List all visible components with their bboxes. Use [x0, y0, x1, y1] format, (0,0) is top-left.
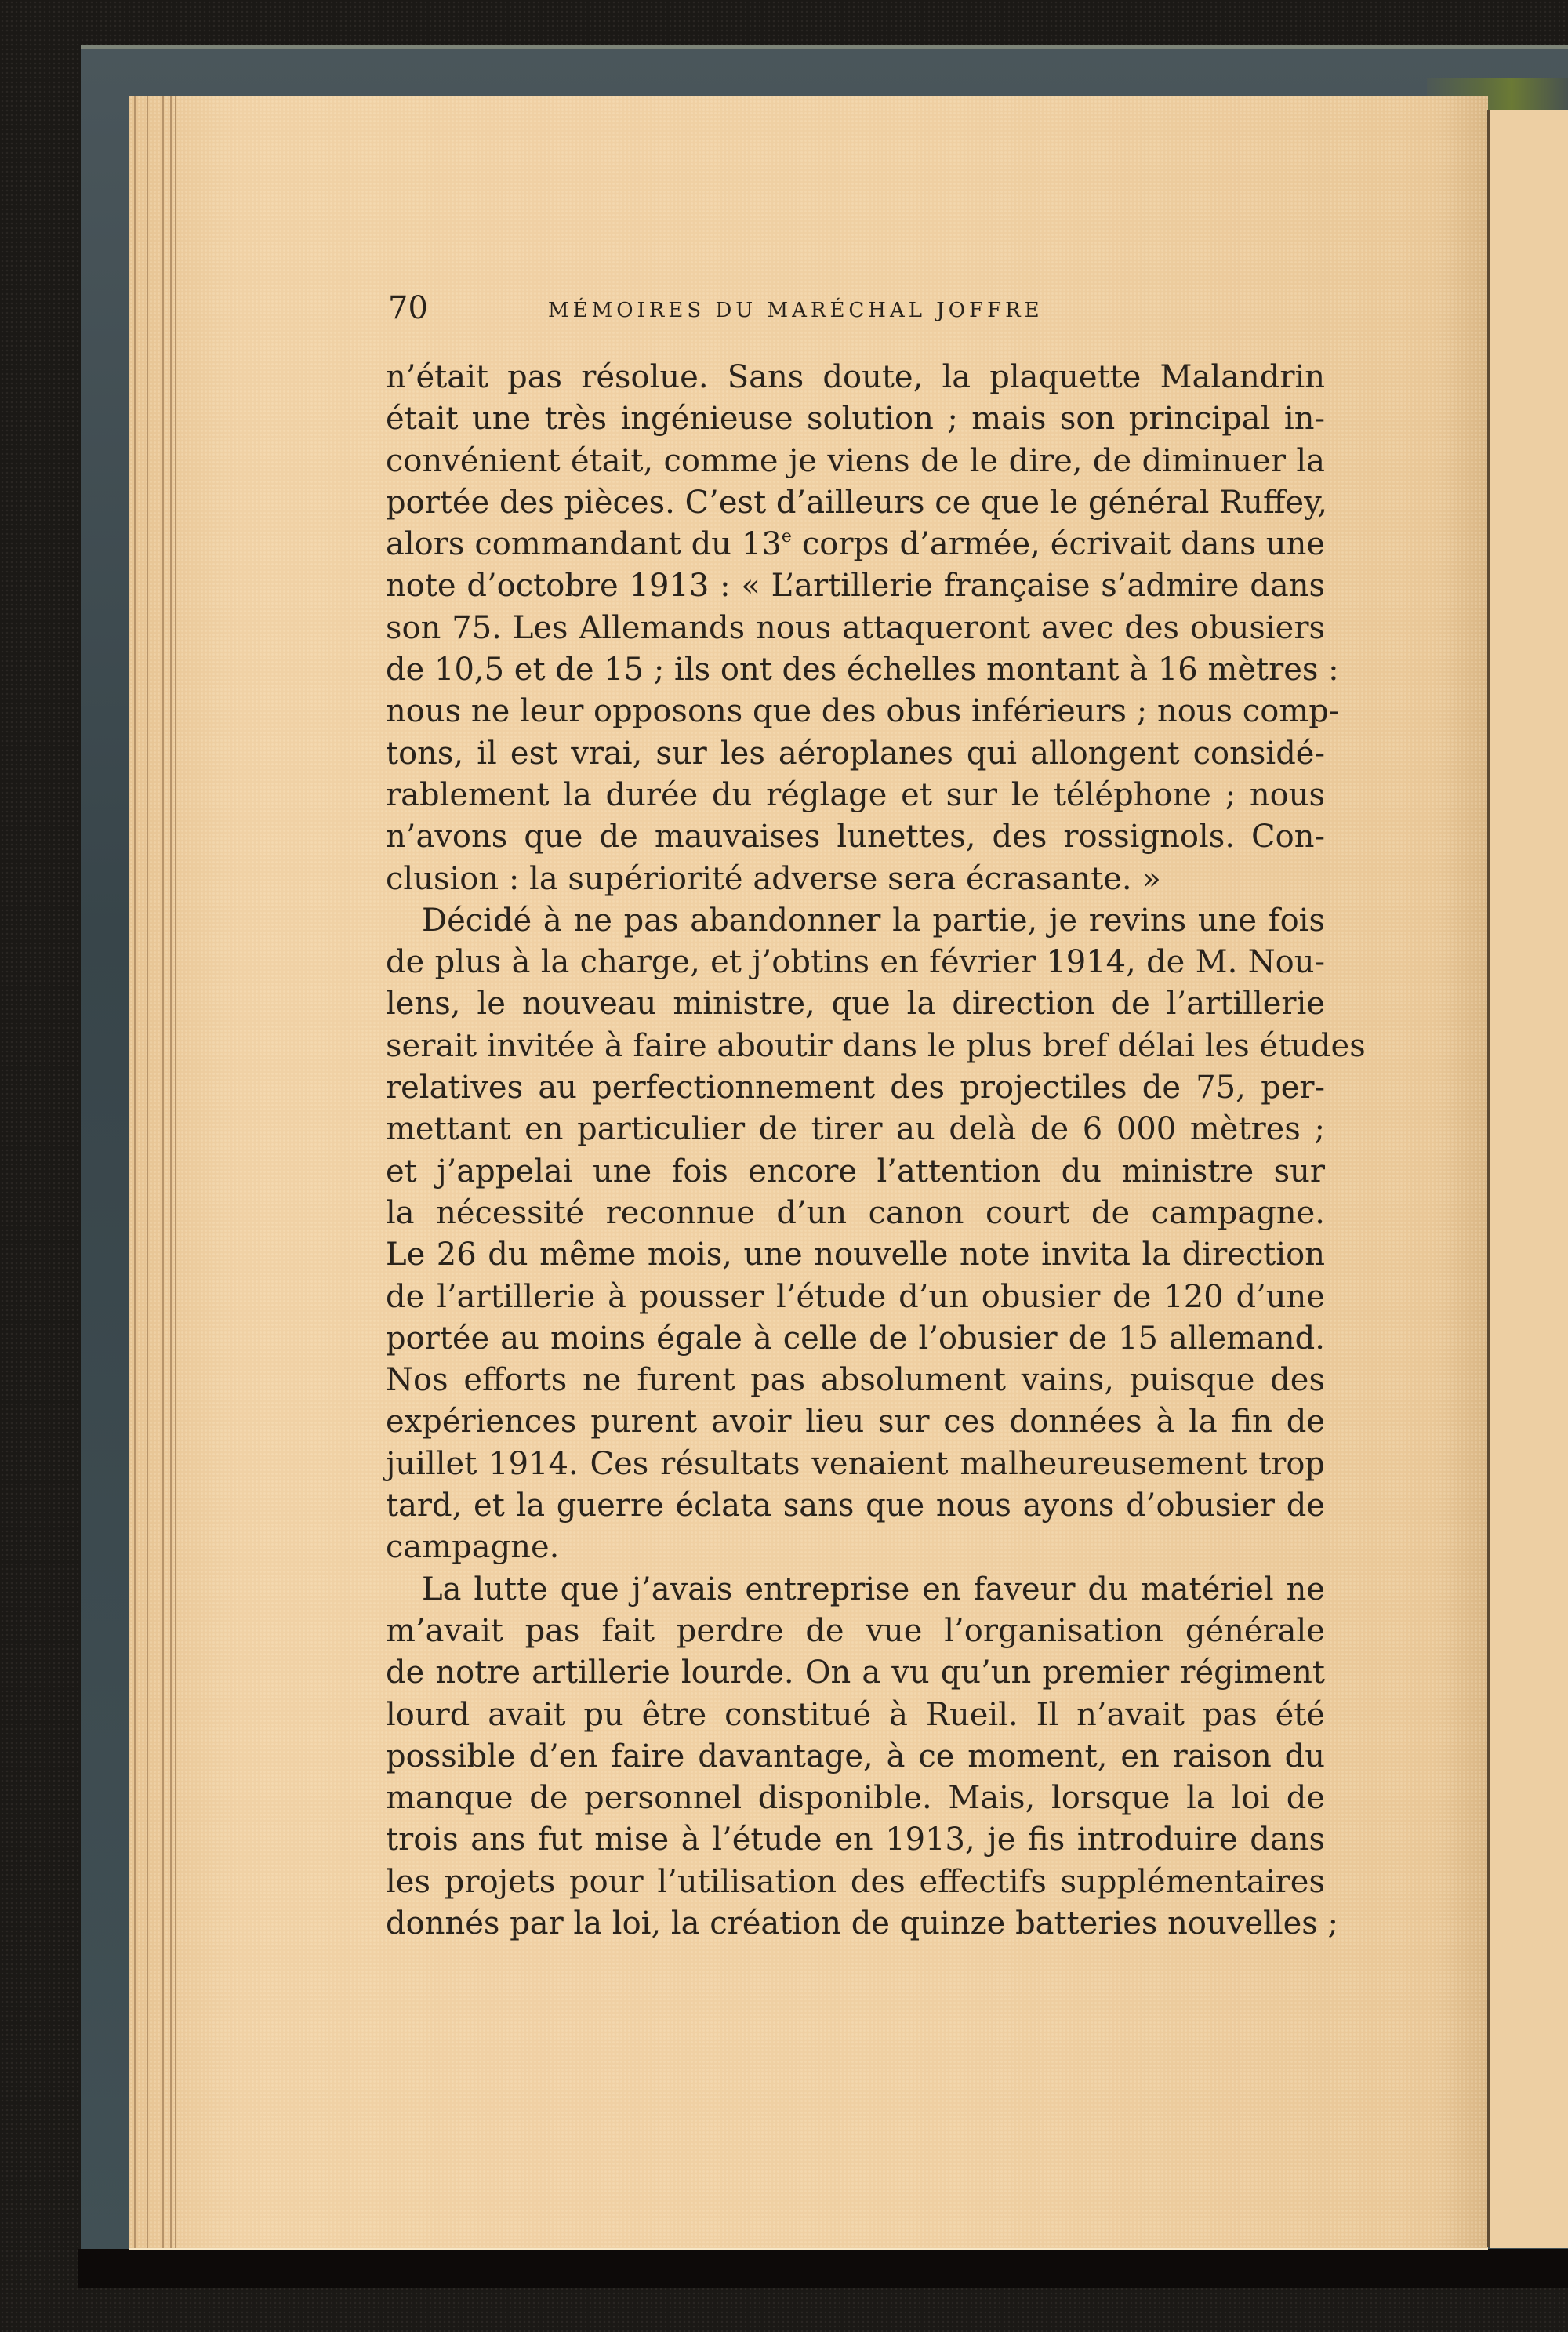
text-line: rablement la durée du réglage et sur le téléphone ; nous	[386, 776, 1325, 813]
page-number: 70	[388, 290, 428, 326]
text-line: de l’artillerie à pousser l’étude d’un obusier de 120 d’une	[386, 1278, 1325, 1315]
running-head-title: MÉMOIRES DU MARÉCHAL JOFFRE	[548, 299, 1044, 322]
text-line: serait invitée à faire aboutir dans le plus bref délai les études	[386, 1027, 1366, 1064]
text-line: de 10,5 et de 15 ; ils ont des échelles montant à 16 mètres :	[386, 652, 1339, 688]
text-line: nous ne leur opposons que des obus inférieurs ; nous comp-	[386, 693, 1340, 730]
text-line: lens, le nouveau ministre, que la direction de l’artillerie	[386, 986, 1325, 1023]
text-line: n’avons que de mauvaises lunettes, des rossignols. Con-	[386, 819, 1325, 855]
text-line: relatives au perfectionnement des projectiles de 75, per-	[386, 1070, 1325, 1106]
text-line: Nos efforts ne furent pas absolument vains, puisque des	[386, 1362, 1325, 1399]
facing-page-edge	[1490, 110, 1568, 2248]
paragraph	[386, 357, 1340, 900]
cover-shadow	[78, 2249, 1568, 2288]
text-line: lourd avait pu être constitué à Rueil. Il n’avait pas été	[386, 1696, 1325, 1733]
text-line: de plus à la charge, et j’obtins en février 1914, de M. Nou-	[386, 944, 1325, 981]
paragraph	[386, 900, 1366, 1569]
text-line: m’avait pas fait perdre de vue l’organisation générale	[386, 1612, 1325, 1649]
text-line: tard, et la guerre éclata sans que nous ayons d’obusier de	[386, 1487, 1325, 1524]
text-line: alors commandant du 13e corps d’armée, écrivait dans une	[386, 526, 1326, 563]
text-line: note d’octobre 1913 : « L’artillerie française s’admire dans	[386, 568, 1325, 605]
text-line: La lutte que j’avais entreprise en faveur du matériel ne	[422, 1571, 1325, 1607]
text-line: la nécessité reconnue d’un canon court de campagne.	[386, 1194, 1325, 1231]
text-line: convénient était, comme je viens de le dire, de diminuer la	[386, 442, 1325, 479]
text-line: était une très ingénieuse solution ; mais son principal in-	[386, 401, 1325, 438]
text-line: son 75. Les Allemands nous attaqueront avec des obusiers	[386, 609, 1325, 646]
text-line: clusion : la supériorité adverse sera écrasante. »	[386, 860, 1161, 897]
text-line: et j’appelai une fois encore l’attention du ministre sur	[386, 1153, 1325, 1190]
paragraph	[386, 1569, 1339, 1945]
text-line: trois ans fut mise à l’étude en 1913, je fis introduire dans	[386, 1822, 1325, 1858]
text-line: manque de personnel disponible. Mais, lorsque la loi de	[386, 1780, 1325, 1817]
gutter-line	[1487, 110, 1490, 2247]
text-line: n’était pas résolue. Sans doute, la plaquette Malandrin	[386, 359, 1325, 395]
page-edge-stack	[129, 96, 178, 2248]
running-head	[388, 290, 1329, 326]
text-line: mettant en particulier de tirer au delà de 6 000 mètres ;	[386, 1111, 1325, 1148]
text-line: campagne.	[386, 1529, 560, 1566]
text-line: Le 26 du même mois, une nouvelle note invita la direction	[386, 1237, 1325, 1273]
text-line: donnés par la loi, la création de quinze batteries nouvelles ;	[386, 1905, 1339, 1942]
text-line: de notre artillerie lourde. On a vu qu’un premier régiment	[386, 1655, 1325, 1691]
text-line: Décidé à ne pas abandonner la partie, je revins une fois	[422, 902, 1325, 939]
text-line: tons, il est vrai, sur les aéroplanes qui allongent considé-	[386, 735, 1325, 772]
text-line: possible d’en faire davantage, à ce moment, en raison du	[386, 1738, 1325, 1774]
text-line: juillet 1914. Ces résultats venaient malheureusement trop	[386, 1445, 1325, 1482]
text-line: les projets pour l’utilisation des effectifs supplémentaires	[386, 1863, 1325, 1900]
text-line: expériences purent avoir lieu sur ces données à la fin de	[386, 1404, 1325, 1440]
body-text	[386, 357, 1366, 1945]
text-line: portée des pièces. C’est d’ailleurs ce que le général Ruffey,	[386, 484, 1328, 521]
text-line: portée au moins égale à celle de l’obusier de 15 allemand.	[386, 1320, 1325, 1357]
